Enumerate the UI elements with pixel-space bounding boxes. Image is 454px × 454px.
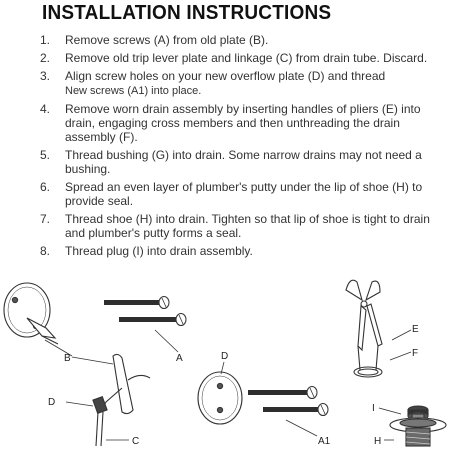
- label-d-plate: D: [221, 351, 229, 362]
- instruction-step: [40, 180, 440, 208]
- label-e: E: [412, 324, 419, 335]
- overflow-plate-icon: [4, 283, 58, 344]
- instruction-step: [40, 102, 440, 145]
- label-h: H: [374, 436, 382, 447]
- label-f: F: [412, 348, 419, 359]
- instruction-step: [40, 244, 440, 258]
- label-a1: A1: [318, 436, 331, 447]
- instruction-step: [40, 148, 440, 176]
- instruction-step: [40, 212, 440, 240]
- step-text: Thread bushing (G) into drain. Some narrow drains may not need a bushing.: [65, 147, 422, 176]
- step-text: Remove old trip lever plate and linkage (C) from drain tube. Discard.: [65, 50, 428, 65]
- new-overflow-plate-icon: [198, 372, 242, 424]
- page-title: INSTALLATION INSTRUCTIONS: [42, 2, 332, 25]
- screw-icon: [104, 297, 186, 326]
- step-number: 7.: [40, 211, 51, 226]
- instruction-list: [40, 33, 440, 262]
- step-number: 6.: [40, 179, 51, 194]
- step-text-line: New screws (A1) into place.: [65, 84, 202, 97]
- step-text: Thread shoe (H) into drain. Tighten so that lip of shoe is tight to drain and plumber's putty forms a seal.: [65, 211, 430, 240]
- step-text: Thread plug (I) into drain assembly.: [65, 243, 253, 258]
- step-number: 1.: [40, 33, 51, 47]
- label-i: I: [372, 403, 375, 414]
- label-a: A: [176, 353, 183, 364]
- instruction-step: [40, 51, 440, 65]
- step-text: [65, 69, 440, 98]
- drain-plug-icon: [390, 406, 446, 446]
- step-number: 8.: [40, 243, 51, 258]
- step-number: 4.: [40, 101, 51, 116]
- step-text: Remove screws (A) from old plate (B).: [65, 33, 269, 47]
- step-text: Spread an even layer of plumber's putty under the lip of shoe (H) to provide seal.: [65, 179, 423, 208]
- pliers-icon: [346, 280, 382, 377]
- trip-lever-linkage-icon: [93, 354, 150, 446]
- screw-icon: [248, 387, 328, 416]
- step-number: 2.: [40, 50, 51, 65]
- instruction-step: [40, 69, 440, 98]
- instruction-step: [40, 33, 440, 47]
- parts-illustration: [0, 268, 454, 454]
- label-b: B: [64, 353, 71, 364]
- label-d: D: [48, 397, 56, 408]
- step-number: 3.: [40, 68, 51, 83]
- step-text-line: Align screw holes on your new overflow plate (D) and thread: [65, 68, 386, 83]
- step-number: 5.: [40, 147, 51, 162]
- label-c: C: [132, 436, 140, 447]
- step-text: Remove worn drain assembly by inserting handles of pliers (E) into drain, engaging cross members and then unthreading the drain assembly (F).: [65, 101, 421, 144]
